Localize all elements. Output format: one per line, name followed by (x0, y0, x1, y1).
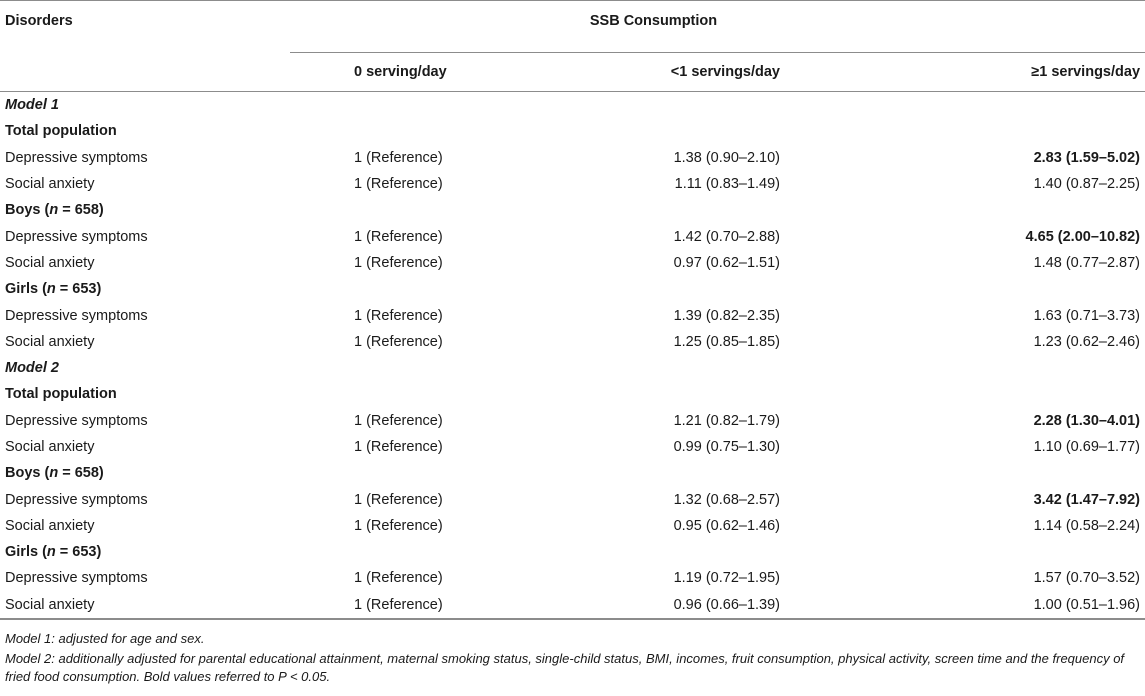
row-value-0-serving: 1 (Reference) (354, 176, 443, 193)
row-disorder-name: Depressive symptoms (5, 570, 148, 587)
table-row (0, 408, 1145, 434)
row-disorder-name: Depressive symptoms (5, 228, 148, 245)
group-label (0, 539, 1145, 565)
group-label-main: Boys ( (5, 465, 50, 482)
group-label (0, 118, 1145, 144)
row-value-ge1-serving: 1.63 (0.71–3.73) (1033, 307, 1141, 324)
group-label-rest: = 658) (58, 202, 104, 219)
row-value-lt1-serving: 1.21 (0.82–1.79) (673, 412, 780, 429)
table-row (0, 250, 1145, 276)
group-label (0, 276, 1145, 302)
row-value-ge1-serving: 2.28 (1.30–4.01) (1033, 412, 1141, 429)
group-label-main: Boys ( (5, 202, 50, 219)
group-row (0, 276, 1145, 302)
row-value-0-serving: 1 (Reference) (290, 592, 510, 619)
table-row (0, 329, 1145, 355)
row-value-ge1-serving: 1.00 (0.51–1.96) (900, 592, 1145, 619)
row-disorder-name: Social anxiety (5, 333, 95, 350)
row-value-ge1-serving: 3.42 (1.47–7.92) (1033, 491, 1141, 508)
group-label-rest: = 658) (58, 465, 104, 482)
group-label (0, 381, 1145, 407)
table-row (0, 223, 1145, 249)
table-row (0, 565, 1145, 591)
row-value-lt1-serving: 1.39 (0.82–2.35) (673, 307, 780, 324)
table-row (0, 434, 1145, 460)
header-ssb: SSB Consumption (290, 1, 1145, 53)
row-value-0-serving: 1 (Reference) (354, 254, 443, 271)
model-row (0, 92, 1145, 119)
row-value-ge1-serving: 1.40 (0.87–2.25) (1033, 176, 1141, 193)
model-label: Model 1 (5, 97, 59, 114)
group-label-n: n (49, 202, 59, 219)
row-disorder-name: Depressive symptoms (5, 412, 148, 429)
row-value-0-serving: 1 (Reference) (354, 149, 443, 166)
group-label-main: Girls ( (5, 281, 47, 298)
group-label-rest: = 653) (55, 544, 102, 561)
table-notes (0, 619, 1145, 686)
row-value-0-serving: 1 (Reference) (354, 333, 443, 350)
group-label-n: n (46, 544, 56, 561)
group-row (0, 197, 1145, 223)
header-0-serving: 0 serving/day (354, 64, 447, 80)
group-label-rest: = 653) (55, 281, 102, 298)
row-value-lt1-serving: 1.25 (0.85–1.85) (673, 333, 780, 350)
row-value-ge1-serving: 4.65 (2.00–10.82) (1025, 228, 1141, 245)
row-value-lt1-serving: 1.38 (0.90–2.10) (673, 149, 780, 166)
model-label: Model 2 (5, 360, 59, 377)
row-value-lt1-serving: 1.19 (0.72–1.95) (673, 570, 780, 587)
row-value-lt1-serving: 1.32 (0.68–2.57) (673, 491, 780, 508)
group-row (0, 381, 1145, 407)
table-row (0, 486, 1145, 512)
group-label (0, 197, 1145, 223)
row-disorder-name: Social anxiety (5, 176, 95, 193)
row-value-0-serving: 1 (Reference) (354, 412, 443, 429)
table-row (0, 145, 1145, 171)
table-body (0, 92, 1145, 619)
header-lt1-serving: <1 servings/day (670, 64, 780, 80)
group-label-n: n (49, 465, 59, 482)
row-disorder-name: Social anxiety (0, 592, 290, 619)
row-value-0-serving: 1 (Reference) (354, 517, 443, 534)
row-value-ge1-serving: 1.10 (0.69–1.77) (1033, 439, 1141, 455)
table-row (0, 302, 1145, 328)
note-model1: Model 1: adjusted for age and sex. (5, 630, 205, 646)
row-value-lt1-serving: 0.97 (0.62–1.51) (673, 254, 780, 271)
row-value-lt1-serving: 0.95 (0.62–1.46) (673, 517, 780, 534)
group-label-main: Total population (5, 386, 117, 403)
table-row (0, 513, 1145, 539)
header-disorders: Disorders (5, 13, 73, 29)
group-label-main: Total population (5, 123, 117, 140)
row-value-0-serving: 1 (Reference) (354, 491, 443, 508)
model-row (0, 355, 1145, 381)
group-label-n: n (46, 281, 56, 298)
row-value-lt1-serving: 1.42 (0.70–2.88) (673, 228, 780, 245)
row-value-0-serving: 1 (Reference) (354, 228, 443, 245)
row-disorder-name: Depressive symptoms (5, 149, 148, 166)
note-model2: Model 2: additionally adjusted for parental educational attainment, maternal smoking status, single-child status, BMI, incomes, fruit consumption, physical activity, screen time and the frequency of fried food consumption. Bold values referred to P < 0.05. (5, 650, 1125, 684)
header-ge1-serving: ≥1 servings/day (1031, 64, 1141, 80)
group-row (0, 539, 1145, 565)
row-disorder-name: Depressive symptoms (5, 491, 148, 508)
group-label (0, 460, 1145, 486)
group-row (0, 118, 1145, 144)
row-value-0-serving: 1 (Reference) (354, 307, 443, 324)
row-value-ge1-serving: 1.48 (0.77–2.87) (1033, 254, 1141, 271)
row-value-lt1-serving: 0.99 (0.75–1.30) (673, 439, 780, 455)
row-value-ge1-serving: 1.57 (0.70–3.52) (1033, 570, 1141, 587)
row-value-ge1-serving: 1.23 (0.62–2.46) (1033, 333, 1141, 350)
row-disorder-name: Social anxiety (5, 254, 95, 271)
row-value-ge1-serving: 1.14 (0.58–2.24) (1033, 517, 1141, 534)
group-label-main: Girls ( (5, 544, 47, 561)
row-value-0-serving: 1 (Reference) (354, 439, 443, 455)
row-value-lt1-serving: 0.96 (0.66–1.39) (510, 592, 900, 619)
table-row (0, 592, 1145, 619)
row-disorder-name: Depressive symptoms (5, 307, 148, 324)
row-value-0-serving: 1 (Reference) (354, 570, 443, 587)
row-value-lt1-serving: 1.11 (0.83–1.49) (674, 176, 780, 193)
row-value-ge1-serving: 2.83 (1.59–5.02) (1033, 149, 1141, 166)
group-row (0, 460, 1145, 486)
row-disorder-name: Social anxiety (5, 517, 95, 534)
row-disorder-name: Social anxiety (5, 439, 95, 455)
table-row (0, 171, 1145, 197)
